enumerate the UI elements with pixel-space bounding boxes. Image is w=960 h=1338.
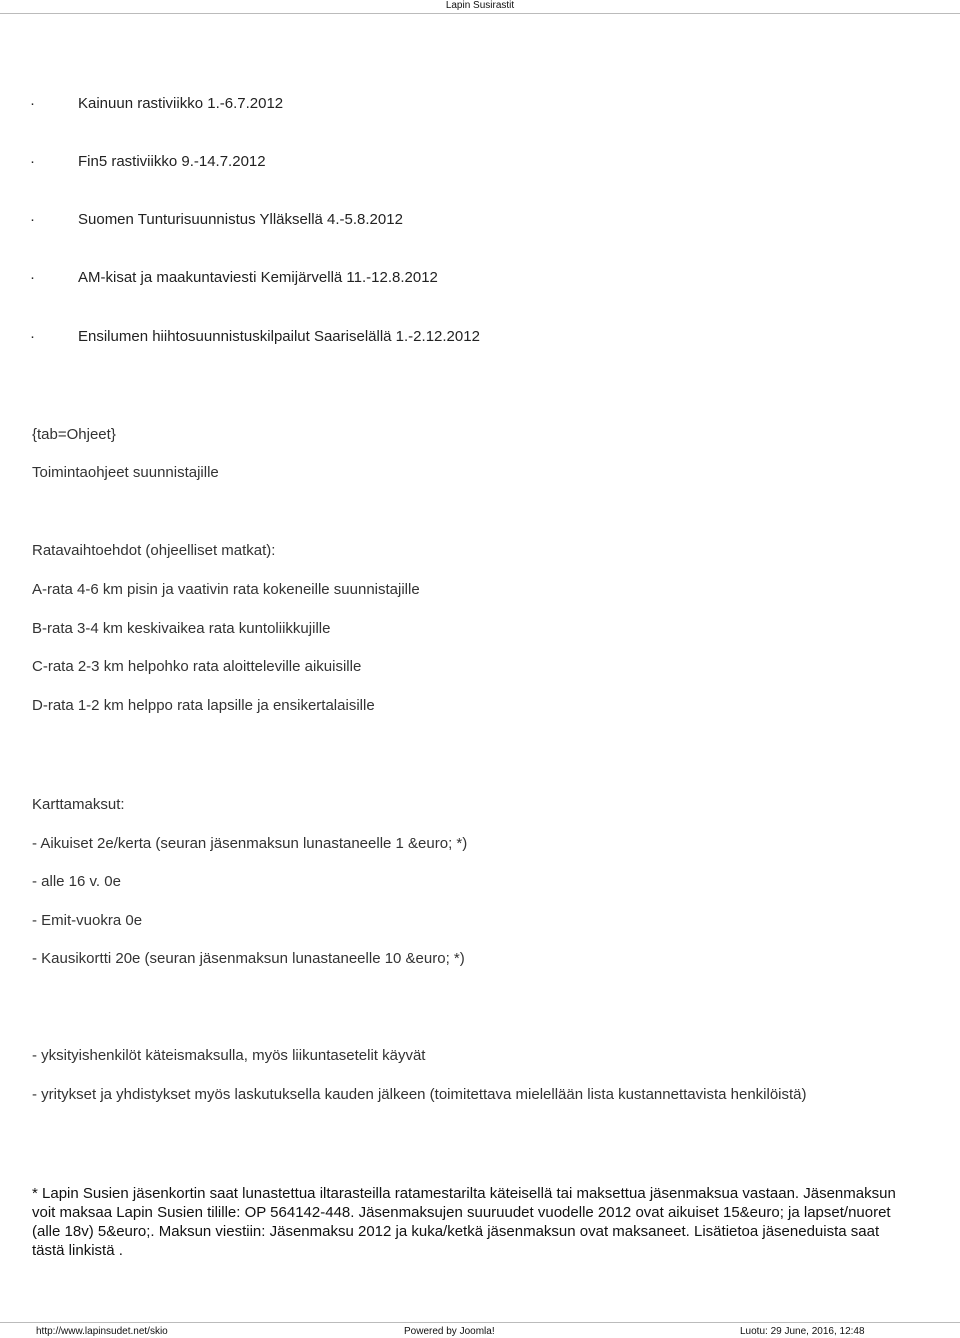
header-divider: [0, 13, 960, 14]
footer-divider: [0, 1322, 960, 1323]
footer-url[interactable]: http://www.lapinsudet.net/skio: [36, 1326, 168, 1337]
fee-line: - Emit-vuokra 0e: [32, 912, 143, 929]
bullet-marker: ·: [30, 95, 35, 112]
bullet-marker: ·: [30, 269, 35, 286]
footer-powered-by: Powered by Joomla!: [404, 1326, 495, 1337]
instructions-title: Toimintaohjeet suunnistajille: [32, 464, 219, 481]
fees-heading: Karttamaksut:: [32, 796, 125, 813]
event-text: Fin5 rastiviikko 9.-14.7.2012: [78, 153, 266, 170]
course-line: B-rata 3-4 km keskivaikea rata kuntoliikkujille: [32, 620, 331, 637]
payment-note: - yksityishenkilöt käteismaksulla, myös liikuntasetelit käyvät: [32, 1047, 426, 1064]
event-text: AM-kisat ja maakuntaviesti Kemijärvellä 11.-12.8.2012: [78, 269, 438, 286]
bullet-marker: ·: [30, 153, 35, 170]
fee-line: - alle 16 v. 0e: [32, 873, 121, 890]
event-text: Ensilumen hiihtosuunnistuskilpailut Saariselällä 1.-2.12.2012: [78, 328, 480, 345]
course-line: D-rata 1-2 km helppo rata lapsille ja ensikertalaisille: [32, 697, 375, 714]
header-title: Lapin Susirastit: [445, 0, 515, 11]
bullet-marker: ·: [30, 328, 35, 345]
course-line: C-rata 2-3 km helpohko rata aloitteleville aikuisille: [32, 658, 362, 675]
tab-marker: {tab=Ohjeet}: [32, 426, 116, 443]
page-header: [0, 0, 960, 14]
fee-line: - Kausikortti 20e (seuran jäsenmaksun lunastaneelle 10 &euro; *): [32, 950, 465, 967]
courses-heading: Ratavaihtoehdot (ohjeelliset matkat):: [32, 542, 276, 559]
footer-created-date: Luotu: 29 June, 2016, 12:48: [740, 1326, 865, 1337]
course-line: A-rata 4-6 km pisin ja vaativin rata kokeneille suunnistajille: [32, 581, 420, 598]
membership-note: * Lapin Susien jäsenkortin saat lunastettua iltarasteilla ratamestarilta käteisellä tai maksettua jäsenmaksua vastaan. Jäsenmaksun voit maksaa Lapin Susien tilille: OP 564142-448. Jäsenmaksujen suuruudet vuodelle 2012 ovat aikuiset 15&euro; ja lapset/nuoret (alle 18v) 5&euro;. Maksun viestiin: Jäsenmaksu 2012 ja kuka/ketkä jäsenmaksun ovat maksaneet. Lisätietoa jäseneduista saat tästä linkistä .: [32, 1185, 896, 1259]
page-footer: [0, 1324, 960, 1338]
bullet-marker: ·: [30, 211, 35, 228]
event-text: Kainuun rastiviikko 1.-6.7.2012: [78, 95, 284, 112]
payment-note: - yritykset ja yhdistykset myös laskutuksella kauden jälkeen (toimitettava mielellään lista kustannettavista henkilöistä): [32, 1086, 807, 1103]
event-text: Suomen Tunturisuunnistus Ylläksellä 4.-5.8.2012: [78, 211, 403, 228]
fee-line: - Aikuiset 2e/kerta (seuran jäsenmaksun lunastaneelle 1 &euro; *): [32, 835, 468, 852]
